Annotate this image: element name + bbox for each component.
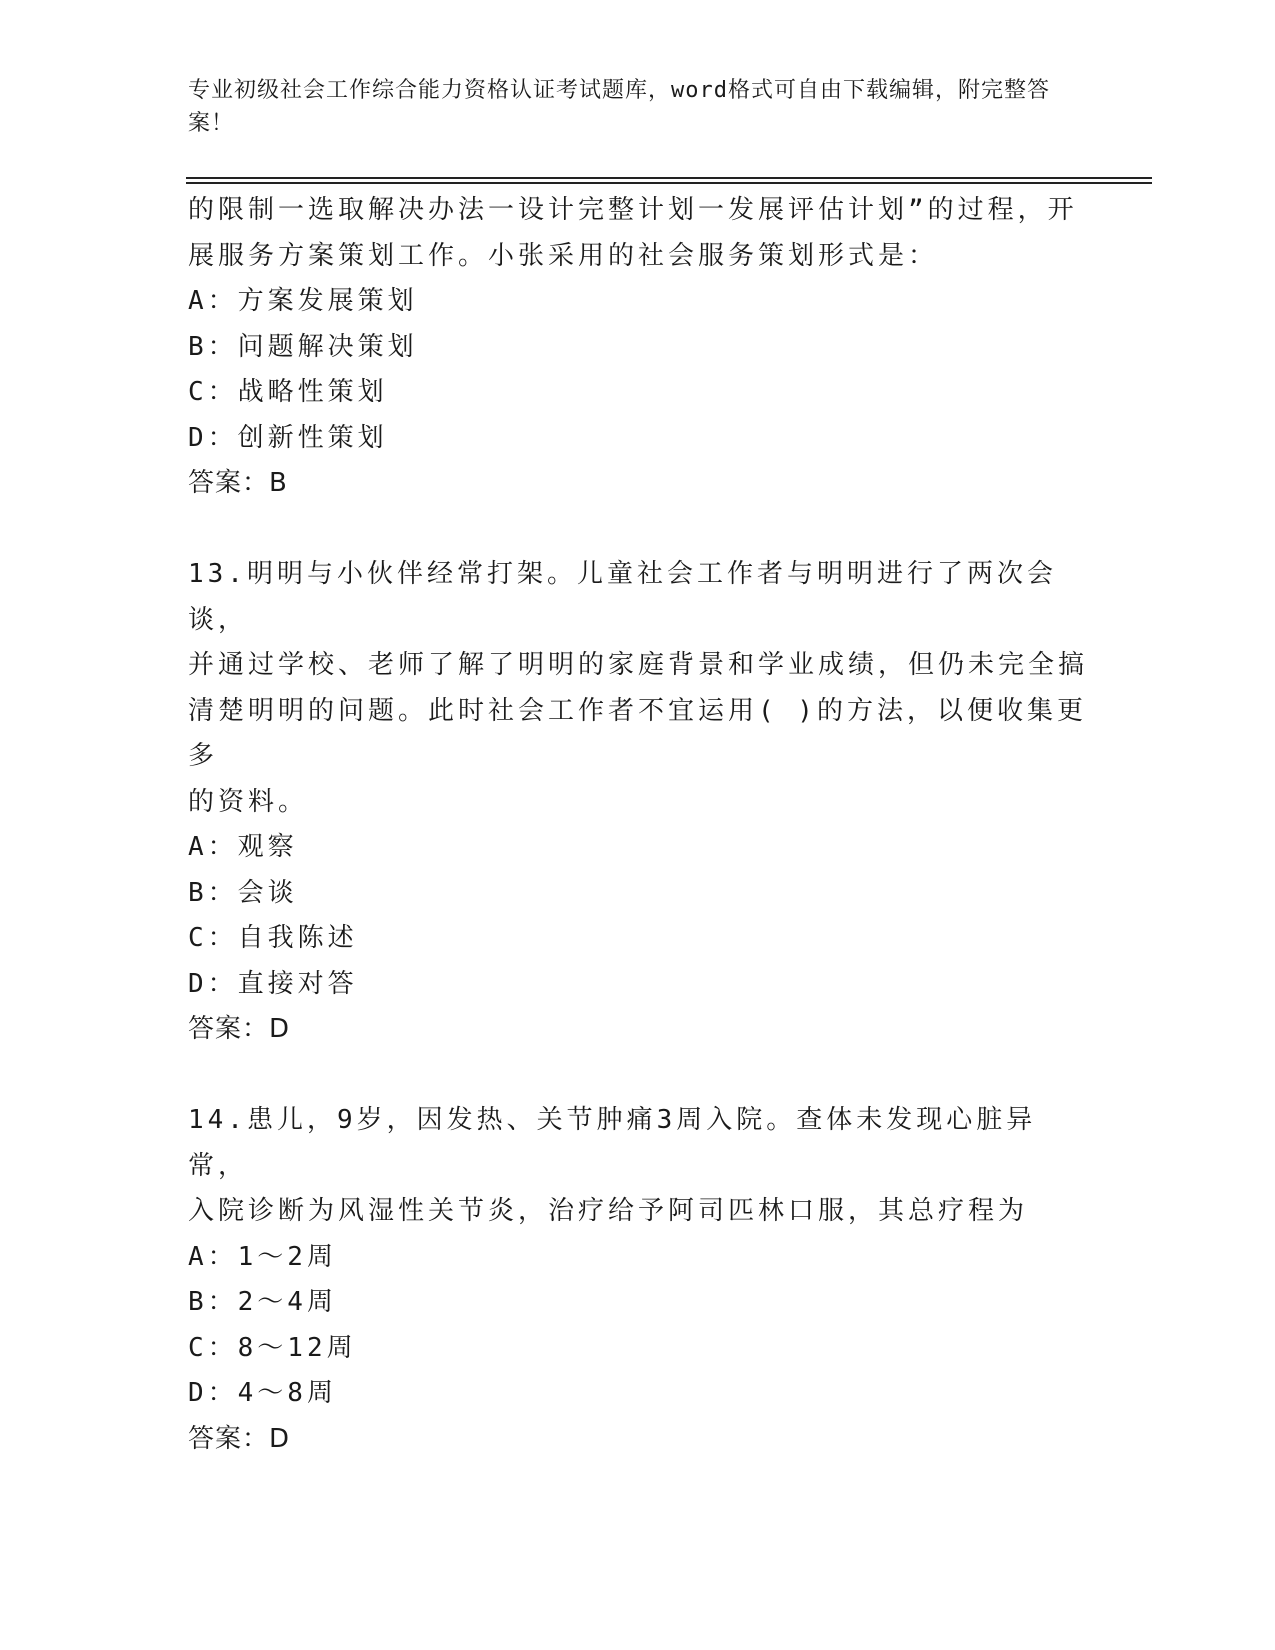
question-stem-line: 展服务方案策划工作。小张采用的社会服务策划形式是： [188, 240, 939, 271]
option-a: A：1～2周 [188, 1241, 337, 1272]
option-a: A：方案发展策划 [188, 286, 418, 316]
option-c: C：战略性策划 [188, 377, 388, 407]
question-block [188, 552, 1088, 1053]
answer-line: 答案：B [188, 468, 288, 498]
question-block [188, 1098, 1088, 1462]
answer-line: 答案：D [188, 1014, 291, 1044]
question-spacer [188, 507, 1088, 553]
question-block [188, 188, 1088, 507]
option-c: C：8～12周 [188, 1332, 357, 1363]
option-b: B：2～4周 [188, 1287, 337, 1317]
option-d: D：4～8周 [188, 1378, 337, 1408]
option-d: D：创新性策划 [188, 422, 388, 453]
question-stem-line: 的限制一选取解决办法一设计完整计划一发展评估计划”的过程，开 [188, 195, 1078, 225]
option-b: B：会谈 [188, 877, 298, 908]
question-stem-line: 并通过学校、老师了解了明明的家庭背景和学业成绩，但仍未完全搞 [188, 650, 1089, 680]
answer-line: 答案：D [188, 1423, 291, 1454]
option-c: C：自我陈述 [188, 923, 358, 953]
option-a: A：观察 [188, 832, 298, 862]
document-body [188, 188, 1088, 1462]
question-stem-line: 的资料。 [188, 786, 309, 817]
option-b: B：问题解决策划 [188, 331, 418, 362]
question-stem-line: 入院诊断为风湿性关节炎，治疗给予阿司匹林口服，其总疗程为 [188, 1196, 1029, 1226]
header-divider-top [186, 177, 1152, 179]
question-stem-line: 13.明明与小伙伴经常打架。儿童社会工作者与明明进行了两次会谈， [188, 559, 1057, 635]
page-header: 专业初级社会工作综合能力资格认证考试题库，word格式可自由下载编辑，附完整答案！ [188, 78, 1050, 136]
question-spacer [188, 1053, 1088, 1099]
question-stem-line: 清楚明明的问题。此时社会工作者不宜运用( )的方法，以便收集更多 [188, 695, 1087, 771]
question-stem-line: 14.患儿，9岁，因发热、关节肿痛3周入院。查体未发现心脏异常， [188, 1105, 1037, 1181]
header-divider-bottom [186, 182, 1152, 184]
option-d: D：直接对答 [188, 968, 358, 999]
